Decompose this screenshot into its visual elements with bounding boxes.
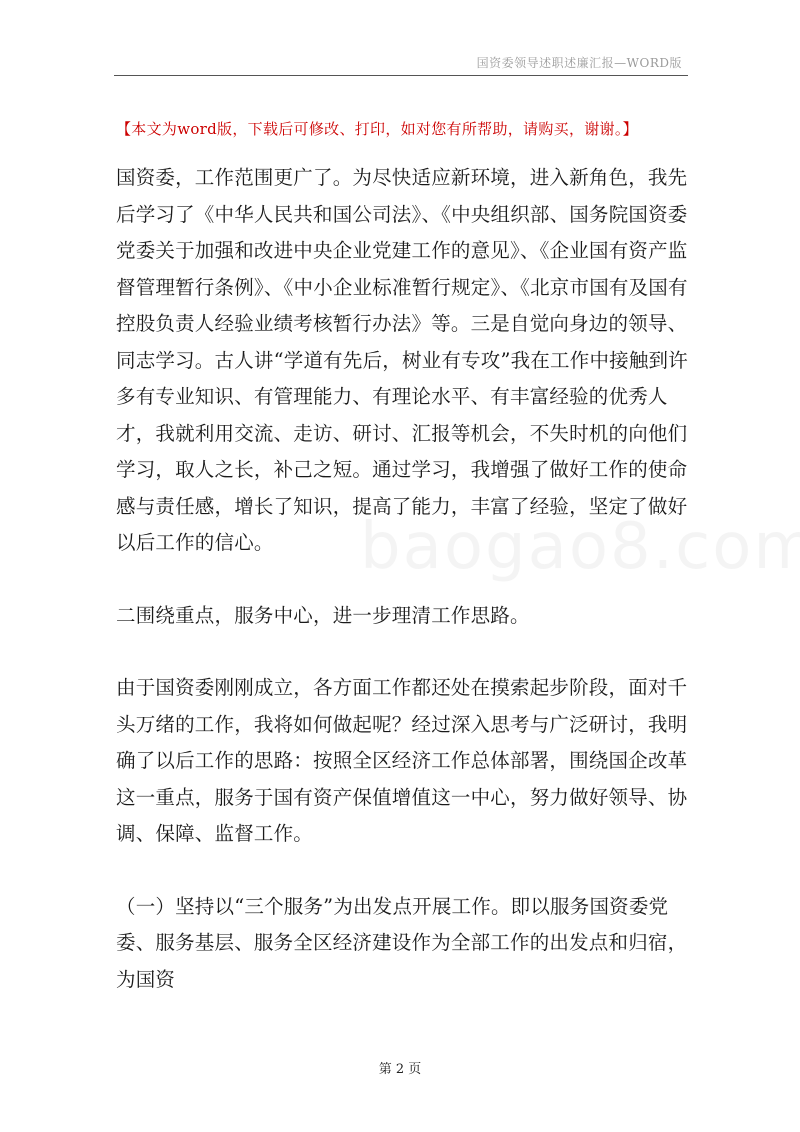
document-body <box>116 160 696 998</box>
page-number: 第 2 页 <box>378 1062 422 1077</box>
body-paragraph: （一）坚持以“三个服务”为出发点开展工作。即以服务国资委党委、服务基层、服务全区经济建设作为全部工作的出发点和归宿，为国资 <box>116 894 688 991</box>
section-heading: 二围绕重点，服务中心，进一步理清工作思路。 <box>116 603 530 627</box>
body-paragraph: 国资委，工作范围更广了。为尽快适应新环境，进入新角色，我先后学习了《中华人民共和国公司法》、《中央组织部、国务院国资委党委关于加强和改进中央企业党建工作的意见》、《企业国有资产监督管理暂行条例》、《中小企业标准暂行规定》、《北京市国有及国有控股负责人经验业绩考核暂行办法》等。三是自觉向身边的领导、同志学习。古人讲“学道有先后，树业有专攻”我在工作中接触到许多有专业知识、有管理能力、有理论水平、有丰富经验的优秀人才，我就利用交流、走访、研讨、汇报等机会，不失时机的向他们学习，取人之长，补己之短。通过学习，我增强了做好工作的使命感与责任感，增长了知识，提高了能力，丰富了经验，坚定了做好以后工作的信心。 <box>116 166 688 554</box>
purchase-notice: 【本文为word版，下载后可修改、打印，如对您有所帮助，请购买，谢谢。】 <box>116 120 638 138</box>
body-paragraph: 由于国资委刚刚成立，各方面工作都还处在摸索起步阶段，面对千头万绪的工作，我将如何做起呢？经过深入思考与广泛研讨，我明确了以后工作的思路：按照全区经济工作总体部署，围绕国企改革这一重点，服务于国有资产保值增值这一中心，努力做好领导、协调、保障、监督工作。 <box>116 676 688 845</box>
running-header: 国资委领导述职述廉汇报—WORD版 <box>476 56 682 70</box>
header-divider <box>114 75 688 76</box>
